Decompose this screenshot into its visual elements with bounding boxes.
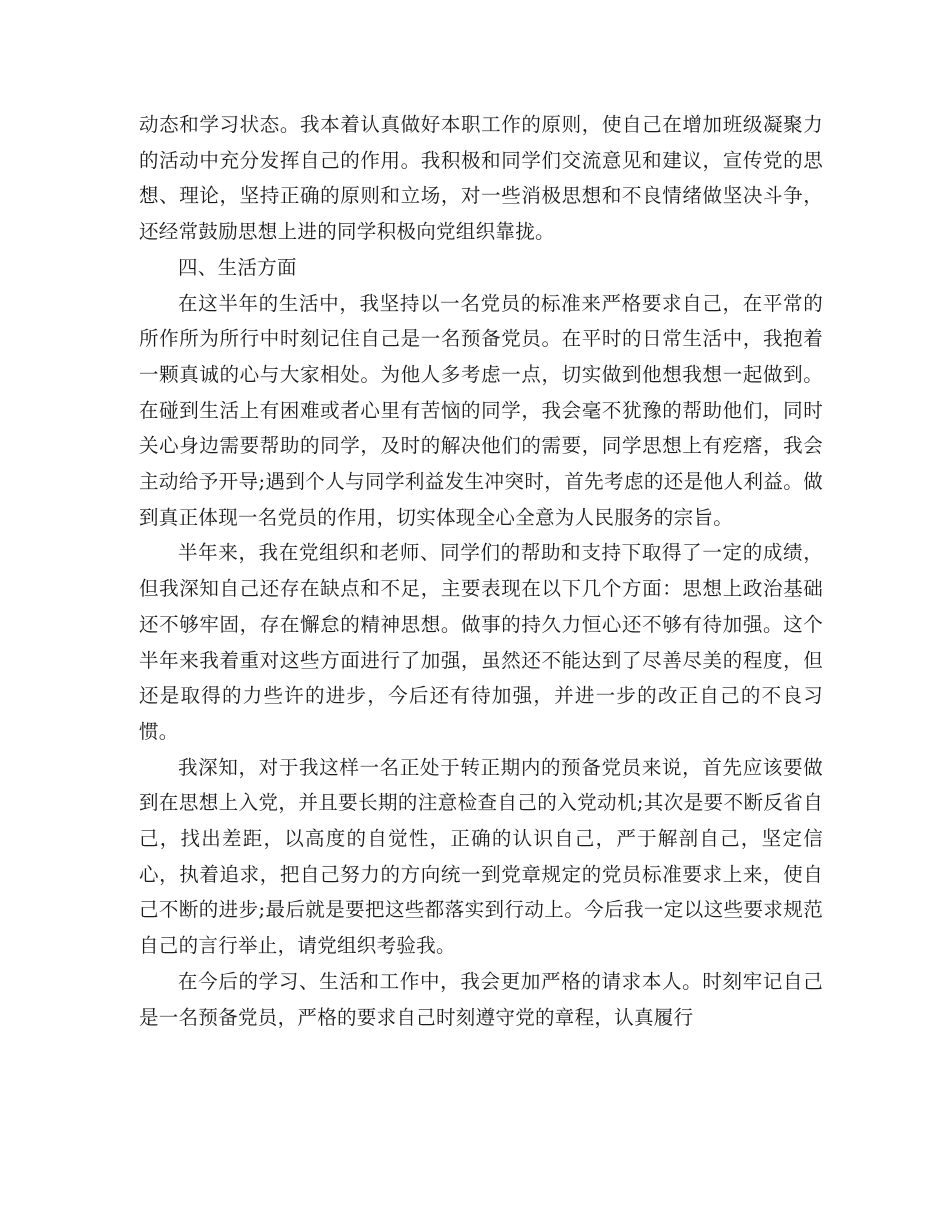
paragraph-continued: 动态和学习状态。我本着认真做好本职工作的原则，使自己在增加班级凝聚力的活动中充分发挥自己的作用。我积极和同学们交流意见和建议，宣传党的思想、理论，坚持正确的原则和立场，对一些消极思想和不良情绪做坚决斗争，还经常鼓励思想上进的同学积极向党组织靠拢。 <box>139 113 823 244</box>
paragraph-future: 在今后的学习、生活和工作中，我会更加严格的请求本人。时刻牢记自己是一名预备党员，严格的要求自己时刻遵守党的章程，认真履行 <box>139 969 823 1029</box>
document-body <box>139 107 823 1035</box>
section-heading-life: 四、生活方面 <box>178 255 297 279</box>
paragraph-shortcomings: 半年来，我在党组织和老师、同学们的帮助和支持下取得了一定的成绩，但我深知自己还存在缺点和不足，主要表现在以下几个方面：思想上政治基础还不够牢固，存在懈怠的精神思想。做事的持久力恒心还不够有待加强。这个半年来我着重对这些方面进行了加强，虽然还不能达到了尽善尽美的程度，但还是取得的力些许的进步，今后还有待加强，并进一步的改正自己的不良习惯。 <box>139 541 823 743</box>
paragraph-life: 在这半年的生活中，我坚持以一名党员的标准来严格要求自己，在平常的所作所为所行中时刻记住自己是一名预备党员。在平时的日常生活中，我抱着一颗真诚的心与大家相处。为他人多考虑一点，切实做到他想我想一起做到。在碰到生活上有困难或者心里有苦恼的同学，我会毫不犹豫的帮助他们，同时关心身边需要帮助的同学，及时的解决他们的需要，同学思想上有疙瘩，我会主动给予开导;遇到个人与同学利益发生冲突时，首先考虑的还是他人利益。做到真正体现一名党员的作用，切实体现全心全意为人民服务的宗旨。 <box>139 291 823 529</box>
paragraph-commitment: 我深知，对于我这样一名正处于转正期内的预备党员来说，首先应该要做到在思想上入党，并且要长期的注意检查自己的入党动机;其次是要不断反省自己，找出差距，以高度的自觉性，正确的认识自己，严于解剖自己，坚定信心，执着追求，把自己努力的方向统一到党章规定的党员标准要求上来，使自己不断的进步;最后就是要把这些都落实到行动上。今后我一定以这些要求规范自己的言行举止，请党组织考验我。 <box>139 755 823 958</box>
